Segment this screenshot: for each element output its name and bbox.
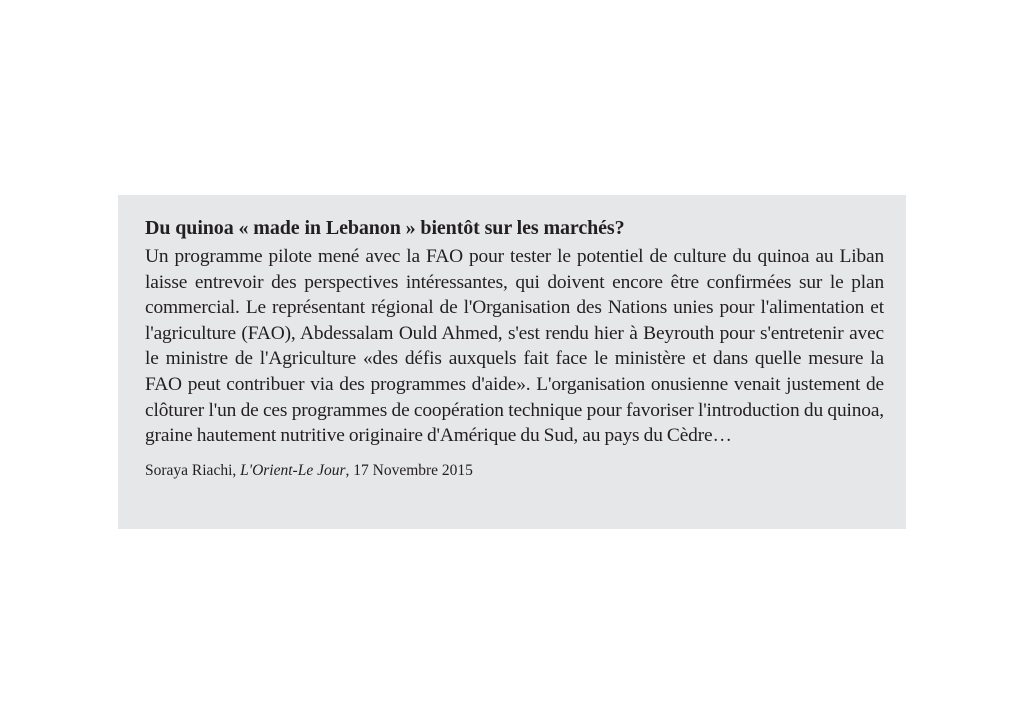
source-publication: L'Orient-Le Jour — [240, 461, 346, 479]
article-body: Un programme pilote mené avec la FAO pour tester le potentiel de culture du quinoa au Liban laisse entrevoir des perspectives intéressantes, qui doivent encore être confirmées sur le plan commercial. Le représentant régional de l'Organisation des Nations unies pour l'alimentation et l'agriculture (FAO), Abdessalam Ould Ahmed, s'est rendu hier à Beyrouth pour s'entretenir avec le ministre de l'Agriculture «des défis auxquels fait face le ministère et dans quelle mesure la FAO peut contribuer via des programmes d'aide». L'organisation onusienne venait justement de clôturer l'un de ces programmes de coopération technique pour favoriser l'introduction du quinoa, graine hautement nutritive originaire d'Amérique du Sud, au pays du Cèdre… — [145, 246, 884, 447]
article-title: Du quinoa « made in Lebanon » bientôt sur les marchés? — [145, 217, 625, 239]
article-excerpt-box — [118, 195, 906, 529]
source-date: , 17 Novembre 2015 — [345, 461, 473, 479]
source-author: Soraya Riachi, — [145, 461, 241, 479]
article-source — [145, 461, 884, 481]
